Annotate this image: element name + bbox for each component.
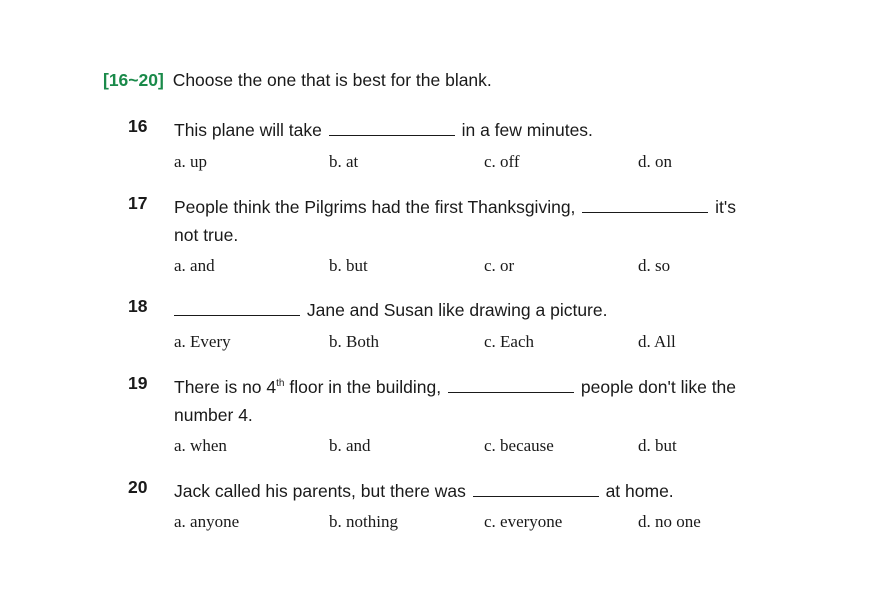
option-a[interactable]: a. Every [174,332,231,351]
option-c[interactable]: c. because [484,436,554,455]
question-number: 17 [128,193,148,213]
option-b[interactable]: b. nothing [329,512,398,531]
option-c[interactable]: c. Each [484,332,535,351]
section-range: [16~20] [103,70,164,90]
question-text [174,373,774,429]
ordinal-suffix: th [276,378,285,390]
section-instruction: Choose the one that is best for the blank. [172,70,492,90]
question-number: 16 [128,116,148,136]
question-text-after-blank: at home. [605,481,674,501]
question-text [174,116,774,144]
option-a[interactable]: a. anyone [174,512,240,531]
option-d[interactable]: d. but [638,436,677,455]
question-text [174,296,774,324]
option-d[interactable]: d. All [638,332,676,351]
option-b[interactable]: b. and [329,436,371,455]
option-c[interactable]: c. off [484,152,520,171]
section-header [103,70,492,91]
question-text-continuation: not true. [174,225,239,245]
answer-blank [174,301,300,316]
question-text-before-blank: This plane will take [174,120,322,140]
question-number: 19 [128,373,148,393]
question-text-before-blank-cont: floor in the building, [289,377,442,397]
answer-blank [582,198,708,213]
option-d[interactable]: d. on [638,152,672,171]
question-text-continuation: number 4. [174,405,253,425]
option-b[interactable]: b. but [329,256,368,275]
option-b[interactable]: b. Both [329,332,380,351]
option-b[interactable]: b. at [329,152,359,171]
question-number: 18 [128,296,148,316]
question-text [174,193,774,249]
option-c[interactable]: c. everyone [484,512,563,531]
question-text-before-blank: Jack called his parents, but there was [174,481,466,501]
question-number: 20 [128,477,148,497]
question-text-after-blank: it's [715,197,737,217]
option-c[interactable]: c. or [484,256,515,275]
answer-blank [473,482,599,497]
question-text [174,477,774,505]
question-text-after-blank: Jane and Susan like drawing a picture. [306,300,608,320]
question-text-before-blank: People think the Pilgrims had the first Thanksgiving, [174,197,576,217]
question-text-after-blank: in a few minutes. [461,120,593,140]
answer-blank [448,378,574,393]
answer-blank [329,121,455,136]
option-a[interactable]: a. and [174,256,215,275]
option-a[interactable]: a. when [174,436,227,455]
option-d[interactable]: d. no one [638,512,701,531]
option-a[interactable]: a. up [174,152,208,171]
option-d[interactable]: d. so [638,256,671,275]
question-text-before-blank: There is no 4 [174,377,277,397]
question-text-after-blank: people don't like the [580,377,737,397]
